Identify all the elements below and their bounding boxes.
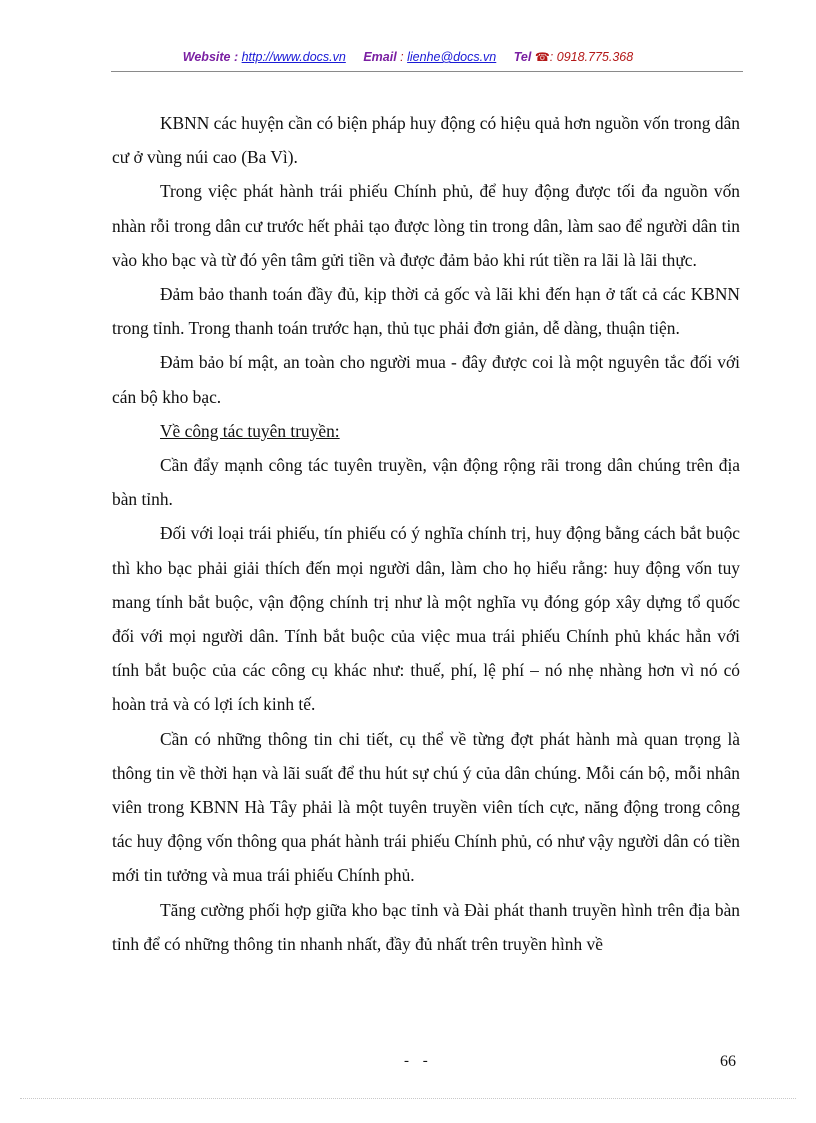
tel-label: Tel [513, 50, 532, 64]
section-heading: Về công tác tuyên truyền: [160, 420, 340, 441]
phone-icon: ☎ [534, 50, 550, 64]
page-bottom-divider [20, 1098, 796, 1099]
email-label: Email [363, 50, 397, 64]
paragraph: Trong việc phát hành trái phiếu Chính phủ, để huy động được tối đa nguồn vốn nhàn rỗi trong dân cư trước hết phải tạo được lòng tin trong dân, làm sao để người dân tin vào kho bạc và từ đó yên tâm gửi tiền và được đảm bảo khi rút tiền ra lãi là lãi thực. [112, 181, 740, 270]
paragraph: Đối với loại trái phiếu, tín phiếu có ý nghĩa chính trị, huy động bằng cách bắt buộc thì kho bạc phải giải thích đến mọi người dân, làm cho họ hiểu rằng: huy động vốn tuy mang tính bắt buộc, vận động chính trị như là một nghĩa vụ đóng góp xây dựng tổ quốc đối với mọi người dân. Tính bắt buộc của việc mua trái phiếu Chính phủ khác hẳn với tính bắt buộc của các công cụ khác như: thuế, phí, lệ phí – nó nhẹ nhàng hơn vì nó có hoàn trả và có lợi ích kinh tế. [112, 523, 740, 715]
paragraph: Đảm bảo thanh toán đầy đủ, kịp thời cả gốc và lãi khi đến hạn ở tất cả các KBNN trong tỉnh. Trong thanh toán trước hạn, thủ tục phải đơn giản, dễ dàng, thuận tiện. [112, 284, 740, 339]
paragraph: Cần đẩy mạnh công tác tuyên truyền, vận động rộng rãi trong dân chúng trên địa bàn tỉnh. [112, 455, 740, 510]
website-label: Website : [182, 50, 239, 64]
paragraph: Cần có những thông tin chi tiết, cụ thể về từng đợt phát hành mà quan trọng là thông tin về thời hạn và lãi suất để thu hút sự chú ý của dân chúng. Mỗi cán bộ, mỗi nhân viên trong KBNN Hà Tây phải là một tuyên truyền viên tích cực, năng động trong công tác huy động vốn thông qua phát hành trái phiếu Chính phủ, có như vậy người dân có tiền mới tin tưởng và mua trái phiếu Chính phủ. [112, 728, 740, 886]
document-body [112, 106, 740, 961]
paragraph: KBNN các huyện cần có biện pháp huy động có hiệu quả hơn nguồn vốn trong dân cư ở vùng núi cao (Ba Vì). [112, 113, 740, 168]
header-divider [111, 71, 743, 72]
page-header [0, 50, 816, 72]
email-link[interactable]: lienhe@docs.vn [407, 50, 497, 64]
paragraph: Đảm bảo bí mật, an toàn cho người mua - đây được coi là một nguyên tắc đối với cán bộ kho bạc. [112, 352, 740, 407]
paragraph: Tăng cường phối hợp giữa kho bạc tỉnh và Đài phát thanh truyền hình trên địa bàn tỉnh để có những thông tin nhanh nhất, đầy đủ nhất trên truyền hình về [112, 899, 740, 954]
footer-dash: - - [404, 1053, 433, 1069]
email-separator: : [400, 50, 404, 64]
website-link[interactable]: http://www.docs.vn [241, 50, 346, 64]
phone-number: : 0918.775.368 [549, 50, 634, 64]
page-number: 66 [720, 1053, 736, 1070]
